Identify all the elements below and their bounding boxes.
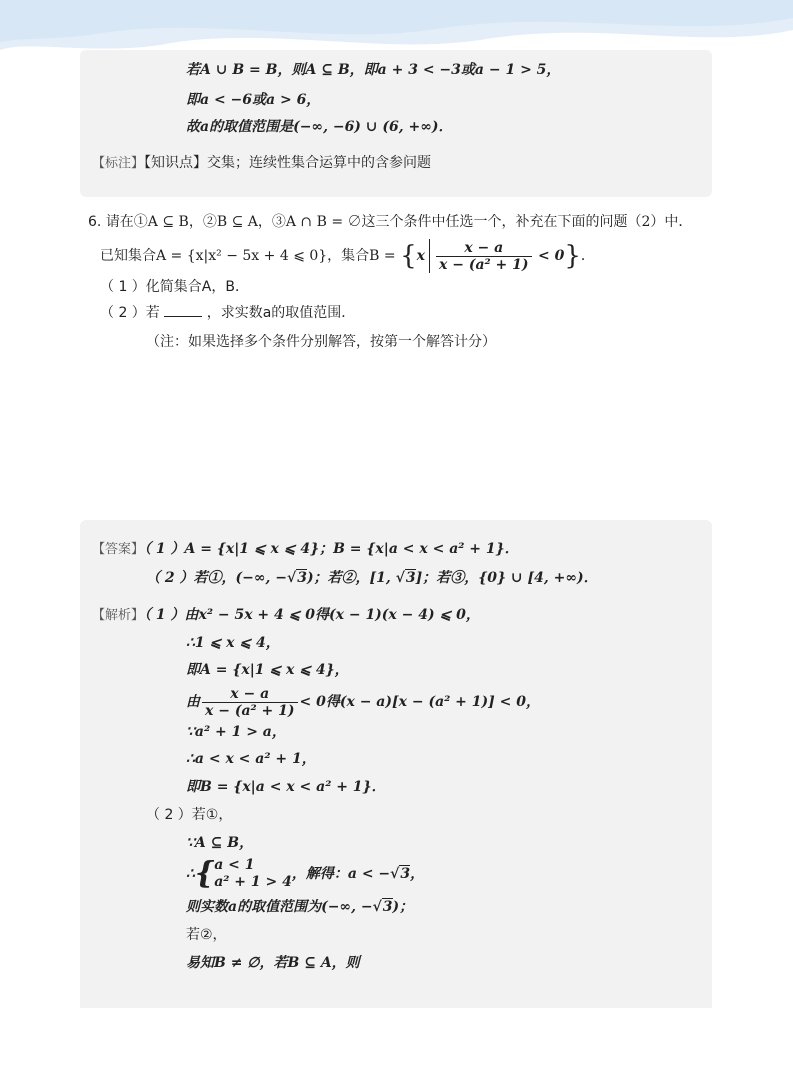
- analysis-row-8: （ 2 ）若①，: [146, 807, 233, 823]
- analysis-row-1: 【解析】（ 1 ）由x² − 5x + 4 ⩽ 0得(x − 1)(x − 4) ⩽ 0，: [92, 607, 480, 623]
- answer-box: [80, 520, 712, 1008]
- answer-row-2: （ 2 ）若①，(−∞, −√3)；若②，[1, √3]；若③，{0} ∪ [4, +∞)．: [146, 570, 598, 586]
- question-note: （注：如果选择多个条件分别解答，按第一个解答计分）: [146, 334, 496, 350]
- analysis-row-6: ∴a < x < a² + 1，: [186, 751, 316, 767]
- prev-solution-line-3: 故a的取值范围是(−∞, −6) ∪ (6, +∞)．: [186, 119, 453, 135]
- analysis-row-3: 即A = {x|1 ⩽ x ⩽ 4}，: [186, 662, 349, 678]
- analysis-row-13: 易知B ≠ ∅，若B ⊆ A，则: [186, 955, 360, 971]
- analysis-row-10: ∴{ a < 1 a² + 1 > 4 ，解得：a < −√3，: [186, 856, 425, 891]
- analysis-row-2: ∴1 ⩽ x ⩽ 4，: [186, 635, 280, 651]
- set-b-var: x: [416, 248, 426, 264]
- tag-label: 【标注】: [92, 156, 145, 171]
- prev-solution-line-2: 即a < −6或a > 6，: [186, 92, 321, 108]
- prev-solution-line-1: 若A ∪ B = B，则A ⊆ B，即a + 3 < −3或a − 1 > 5，: [186, 62, 561, 78]
- question-condition-text: 请在①A ⊆ B，②B ⊆ A，③A ∩ B = ∅这三个条件中任选一个，补充在下面的问题（2）中．: [105, 214, 693, 230]
- set-b-inequality: < 0: [537, 248, 565, 264]
- question-number: 6.: [88, 214, 102, 230]
- question-6-line-1: [88, 212, 692, 232]
- question-6-line-2: 已知集合A = {x|x² − 5x + 4 ⩽ 0}，集合B = {x $\frac{x - a}{\text{x − (a² + 1)}}$ < 0}．: [100, 239, 595, 273]
- tag-text: 【知识点】交集；连续性集合运算中的含参问题: [144, 155, 432, 171]
- tag-row: [92, 153, 431, 174]
- analysis-row-7: 即B = {x|a < x < a² + 1}．: [186, 779, 386, 795]
- analysis-row-11: 则实数a的取值范围为(−∞, −√3)；: [186, 899, 414, 915]
- analysis-row-5: ∵a² + 1 > a，: [186, 724, 286, 740]
- fill-blank: [164, 304, 202, 317]
- set-b-fraction: $\frac{x - a}{\text{x − (a² + 1)}}$: [436, 240, 532, 273]
- answer-label: 【答案】: [92, 542, 145, 557]
- inequality-system: a < 1 a² + 1 > 4: [214, 857, 292, 890]
- analysis-row-9: ∵A ⊆ B，: [186, 835, 254, 851]
- analysis-row-12: 若②，: [186, 927, 227, 943]
- question-part-2: （ 2 ）若 ，求实数a的取值范围．: [100, 305, 356, 321]
- set-definitions: 已知集合A = {x|x² − 5x + 4 ⩽ 0}，集合B =: [100, 248, 396, 264]
- analysis-fraction: $\frac{x - a}{\text{x − (a² + 1)}}$: [202, 686, 298, 719]
- question-part-1: （ 1 ）化简集合A，B．: [100, 279, 249, 295]
- answer-row-1: 【答案】（ 1 ）A = {x|1 ⩽ x ⩽ 4}；B = {x|a < x < a² + 1}．: [92, 541, 519, 557]
- analysis-row-4: 由 $\frac{x - a}{\text{x − (a² + 1)}}$ < 0得(x − a)[x − (a² + 1)] < 0，: [186, 685, 540, 719]
- analysis-label: 【解析】: [92, 608, 145, 623]
